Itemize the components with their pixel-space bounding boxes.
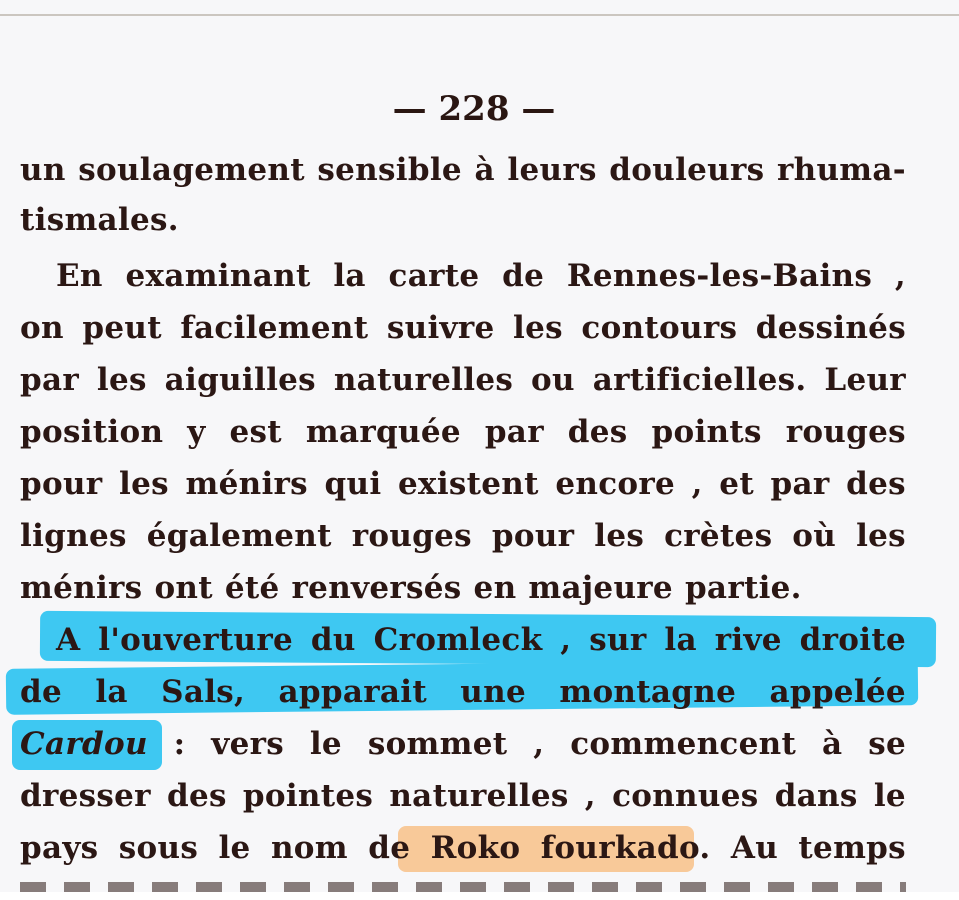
text-line: [20, 414, 906, 454]
text-line: [20, 202, 906, 242]
word: partie.: [684, 570, 802, 606]
word: suivre: [386, 310, 495, 346]
word: En: [56, 258, 103, 294]
word: rouges: [785, 414, 906, 450]
word: ménirs: [185, 466, 308, 502]
word: sommet: [367, 726, 508, 762]
word: fourkado.: [540, 830, 711, 866]
word: ,: [691, 466, 703, 502]
word: lignes: [20, 518, 127, 554]
text-line: [20, 518, 906, 558]
word: le: [873, 778, 906, 814]
word: des: [567, 414, 628, 450]
word: Au: [730, 830, 779, 866]
word: dans: [774, 778, 858, 814]
word: qui: [324, 466, 382, 502]
word: une: [460, 674, 526, 710]
text-line: [56, 258, 906, 298]
word: naturelles: [333, 362, 514, 398]
word: naturelles: [389, 778, 569, 814]
word: temps: [798, 830, 906, 866]
word: se: [868, 726, 906, 762]
word: la: [664, 622, 697, 658]
text-line: [56, 622, 906, 662]
word: à: [474, 152, 495, 188]
word: rouges: [351, 518, 472, 554]
word: ont: [154, 570, 213, 606]
text-line: [20, 778, 906, 818]
word: Leur: [824, 362, 906, 398]
word: examinant: [125, 258, 311, 294]
word: Roko: [430, 830, 521, 866]
text-line: [20, 830, 906, 870]
word: apparait: [278, 674, 427, 710]
word: Rennes-les-Bains: [566, 258, 873, 294]
word: A: [56, 622, 81, 658]
word: sur: [589, 622, 647, 658]
word: ,: [894, 258, 906, 294]
text-line: [20, 570, 906, 610]
word: Cromleck: [373, 622, 543, 658]
word: ,: [560, 622, 572, 658]
word: les: [96, 362, 147, 398]
word: vers: [211, 726, 284, 762]
word: majeure: [528, 570, 673, 606]
word: Sals,: [161, 674, 246, 710]
text-line: [20, 362, 906, 402]
word: commencent: [570, 726, 797, 762]
word: pour: [20, 466, 103, 502]
word: on: [20, 310, 64, 346]
word: :: [173, 726, 186, 762]
word: points: [651, 414, 762, 450]
word: montagne: [559, 674, 737, 710]
word: aiguilles: [164, 362, 316, 398]
word: des: [166, 778, 227, 814]
word: rhuma-: [776, 152, 906, 188]
word: y: [187, 414, 206, 450]
text-line: [20, 466, 906, 506]
text-line: [20, 310, 906, 350]
word: ménirs: [20, 570, 143, 606]
word: par: [770, 466, 830, 502]
word: également: [146, 518, 332, 554]
word: sous: [118, 830, 199, 866]
word: un: [20, 152, 66, 188]
word: soulagement: [78, 152, 305, 188]
word: Cardou: [20, 726, 148, 762]
word: nom: [270, 830, 348, 866]
word: où: [792, 518, 837, 554]
word: artificielles.: [592, 362, 807, 398]
word: pointes: [242, 778, 374, 814]
word: marquée: [305, 414, 461, 450]
word: le: [218, 830, 251, 866]
word: douleurs: [609, 152, 765, 188]
word: ,: [584, 778, 596, 814]
word: connues: [612, 778, 759, 814]
word: sensible: [317, 152, 462, 188]
word: peut: [82, 310, 162, 346]
word: les: [513, 310, 563, 346]
word: par: [484, 414, 544, 450]
word: de: [20, 674, 62, 710]
word: du: [310, 622, 356, 658]
word: par: [20, 362, 79, 398]
word: de: [368, 830, 411, 866]
word: en: [473, 570, 517, 606]
word: crètes: [664, 518, 773, 554]
word: ,: [533, 726, 545, 762]
word: la: [95, 674, 128, 710]
word: été: [224, 570, 280, 606]
word: la: [333, 258, 366, 294]
word: appelée: [769, 674, 906, 710]
word: les: [119, 466, 169, 502]
word: rive: [714, 622, 782, 658]
word: est: [229, 414, 282, 450]
page-number: — 228 —: [360, 80, 588, 138]
word: existent: [398, 466, 539, 502]
word: tismales.: [20, 202, 179, 238]
text-line: [20, 152, 906, 192]
word: position: [20, 414, 164, 450]
word: les: [594, 518, 645, 554]
word: droite: [799, 622, 906, 658]
word: pays: [20, 830, 99, 866]
word: à: [821, 726, 843, 762]
word: de: [502, 258, 545, 294]
word: carte: [388, 258, 480, 294]
word: facilement: [180, 310, 369, 346]
word: dessinés: [755, 310, 906, 346]
word: des: [846, 466, 906, 502]
word: le: [309, 726, 342, 762]
word: dresser: [20, 778, 151, 814]
word: l'ouverture: [98, 622, 294, 658]
word: ou: [531, 362, 575, 398]
word: leurs: [507, 152, 597, 188]
text-line: [20, 674, 906, 714]
word: et: [719, 466, 754, 502]
word: renversés: [291, 570, 462, 606]
word: les: [856, 518, 906, 554]
text-line: [20, 726, 906, 766]
word: contours: [581, 310, 738, 346]
word: pour: [491, 518, 575, 554]
word: encore: [555, 466, 676, 502]
